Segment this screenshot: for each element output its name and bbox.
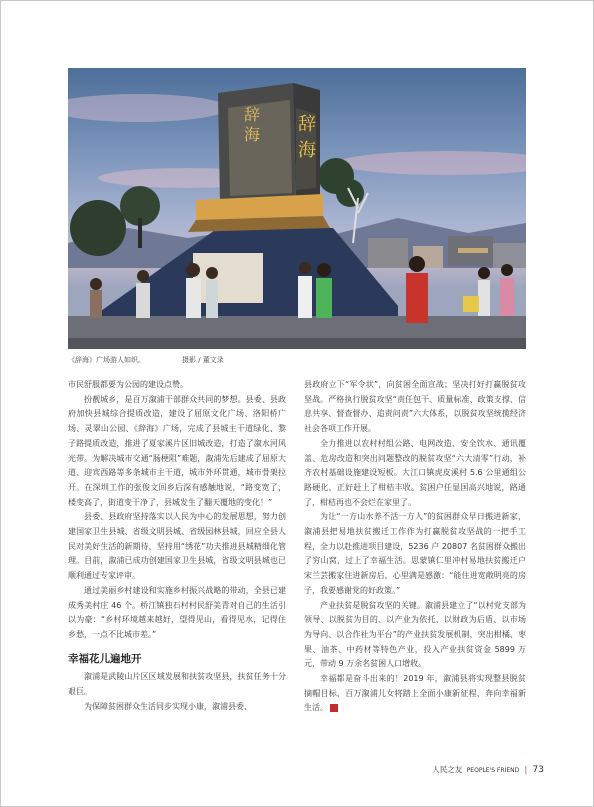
left-column [68, 378, 286, 714]
cihai-square-photo [68, 68, 526, 349]
end-mark-icon: 文 [330, 704, 338, 712]
paragraph: 为保障贫困群众生活同步实现小康，溆浦县委、 [84, 701, 252, 711]
monument-calligraphy-1: 辞 [244, 105, 261, 124]
section-heading: 幸福花儿遍地开 [68, 652, 142, 665]
paragraph: 县委、县政府坚持落实以人民为中心的发展思想，努力创建国家卫生县城、省级文明县城、省级园林县城，回应全县人民对美好生活的新期待，坚持用“绣花”功夫推进县城精细化管理。目前，溆浦已成功创建国家卫生县城，省级文明县城也已顺利通过专家评审。 [68, 512, 286, 581]
paragraph: 县政府立下“军令状”，向贫困全面宣战；坚决打好打赢脱贫攻坚战。严格执行脱贫攻坚“责任包干、质量标准、政策支撑、信息共享、督查督办、追责问责”六大体系，以脱贫攻坚统揽经济社会各项工作开展。 [304, 380, 526, 434]
paragraph: 市民舒服都要为公园的建设点赞。 [68, 380, 188, 389]
magazine-name-cn: 人民之友 [432, 765, 463, 774]
monument-calligraphy-4: 海 [298, 140, 316, 161]
page-number: 73 [532, 765, 544, 775]
paragraph: 通过美丽乡村建设和实施乡村振兴战略的带动，全县已建成秀美村庄 46 个。桥江镇独石村村民舒美青对自己的生活引以为豪：“乡村环境越来越好，望得见山，看得见水，记得住乡愁，一点不比城市差。” [68, 585, 286, 639]
page-footer [432, 764, 544, 775]
monument-calligraphy-3: 辞 [298, 114, 316, 135]
right-column [304, 378, 526, 716]
paragraph: 全力推进以农村村组公路、电网改造、安全饮水、通讯覆盖、危房改造和突出问题整改的脱贫攻坚“六大清零”行动，补齐农村基础设施建设短板。大江口镇虎皮溪村 5.6 公里通组公路硬化，正好赶上了柑桔丰收。贫困户任显国高兴地说，路通了，柑桔再也不会烂在家里了。 [304, 438, 526, 507]
paragraph-final [304, 672, 526, 716]
footer-separator: | [524, 765, 528, 774]
paragraph: 为让“一方山水养不活一方人”的贫困群众早日搬进新家，溆浦县把易地扶贫搬迁工作作为打赢脱贫攻坚战的一把手工程，全力以赴推进项目建设，5236 户 20807 名贫困群众搬出了穷山窝，过上了幸福生活。思蒙镇仁里冲村易地扶贫搬迁户宋兰芸搬家住进新房后，心里满是感激：“能住进宽敞明亮的房子，我要感谢党的好政策。” [304, 512, 526, 595]
photo-illustration [68, 68, 526, 349]
final-text: 幸福都是奋斗出来的！2019 年，溆浦县将实现整县脱贫摘帽目标，百万溆浦儿女将踏上全面小康新征程，奔向幸福新生活。 [304, 674, 526, 713]
magazine-name-en: PEOPLE'S FRIEND [466, 767, 520, 774]
paragraph: 产业扶贫是脱贫攻坚的关键。溆浦县建立了“以村党支部为领导、以脱贫为目的、以产业为依托、以财政为后盾、以市场为导向、以合作社为平台”的产业扶贫发展机制，突出柑橘、枣果、油茶、中药材等特色产业，投入产业扶贫资金 5899 万元，带动 9 万余名贫困人口增收。 [304, 600, 526, 669]
paragraph: 溆浦是武陵山片区区域发展和扶贫攻坚县，扶贫任务十分艰巨。 [68, 672, 286, 697]
paragraph: 扮靓城乡，是百万溆浦干部群众共同的梦想。县委、县政府加快县城综合提质改造，建设了屈原文化广场、洛阳桥广场、灵翠山公园、《辞海》广场，完成了县城主干道绿化、黎子路提质改造，推进了夏家溪片区旧城改造，打造了溆水河风光带。为解决城市交通“肠梗阻”难题，溆浦先后建成了屈原大道、迎宾西路等多条城市主干道，城市外环贯通，城市骨架拉开。在深圳工作的张俊文回乡后深有感触地说，“路变宽了，楼变高了，街道变干净了，县城发生了翻天覆地的变化！” [68, 394, 286, 507]
caption-title: 《辞海》广场游人如织。 [68, 356, 145, 364]
monument-calligraphy-2: 海 [244, 125, 261, 144]
caption-credit: 摄影 / 董文录 [182, 356, 224, 364]
